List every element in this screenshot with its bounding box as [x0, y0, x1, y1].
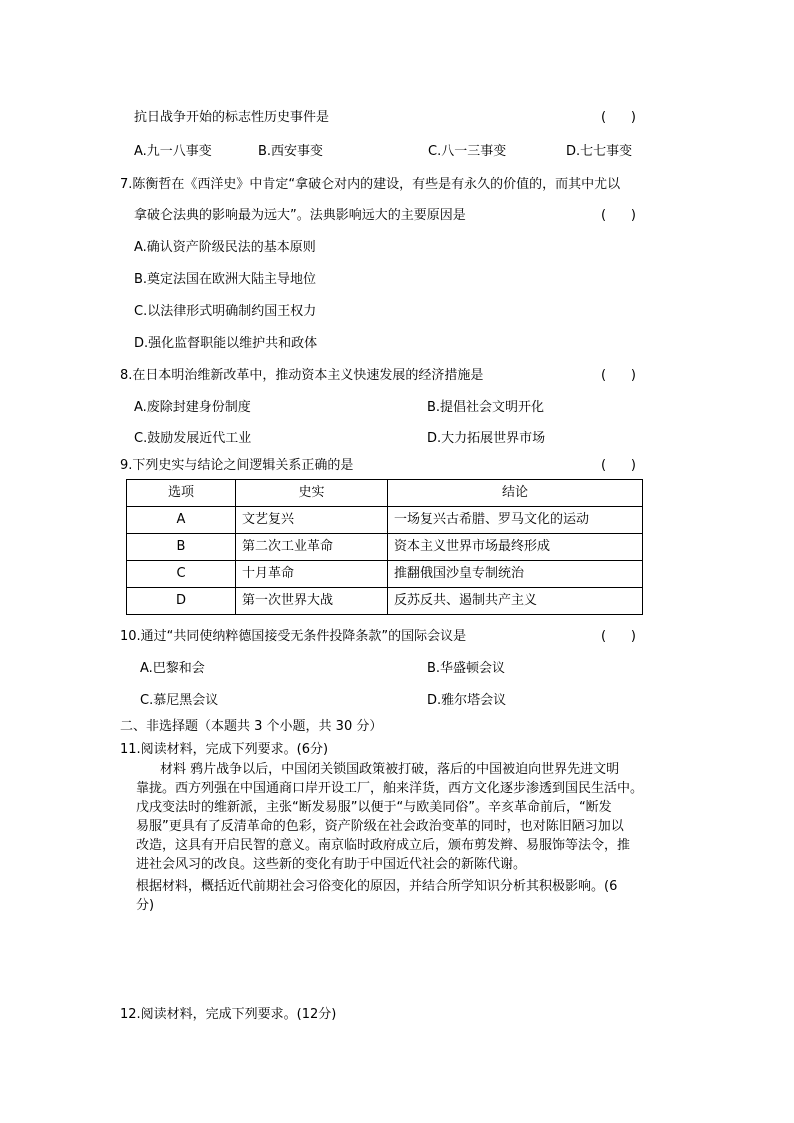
- q8-answer-paren: ( ): [601, 368, 636, 383]
- q11-material-line: 改造，这具有开启民智的意义。南京临时政府成立后，颁布剪发辫、易服饰等法令，推: [136, 838, 631, 853]
- q10-answer-paren: ( ): [601, 629, 636, 644]
- q9-stem: 9.下列史实与结论之间逻辑关系正确的是: [120, 458, 354, 473]
- table-row: [127, 588, 643, 615]
- q11-question-line: 分): [136, 898, 155, 913]
- q6-stem: 抗日战争开始的标志性历史事件是: [134, 110, 330, 125]
- q6-option-d: D.七七事变: [566, 144, 633, 159]
- q6-option-b: B.西安事变: [258, 144, 324, 159]
- section2-title: 二、非选择题（本题共 3 个小题，共 30 分）: [120, 719, 383, 734]
- q8-option-c: C.鼓励发展近代工业: [134, 431, 252, 446]
- cell-conclusion: 一场复兴古希腊、罗马文化的运动: [388, 507, 643, 534]
- table-row: [127, 507, 643, 534]
- header-fact: 史实: [236, 480, 388, 507]
- q8-option-a: A.废除封建身份制度: [134, 400, 251, 415]
- q11-material-line: 材料 鸦片战争以后，中国闭关锁国政策被打破，落后的中国被迫向世界先进文明: [160, 762, 620, 777]
- q9-facts-table: [126, 479, 643, 615]
- q11-material-line: 易服”更具有了反清革命的色彩，资产阶级在社会政治变革的同时，也对陈旧陋习加以: [136, 819, 624, 834]
- q8-option-b: B.提倡社会文明开化: [427, 400, 545, 415]
- q12-stem: 12.阅读材料，完成下列要求。(12分): [120, 1007, 337, 1022]
- cell-option: B: [127, 534, 236, 561]
- q7-answer-paren: ( ): [601, 208, 636, 223]
- q11-stem: 11.阅读材料，完成下列要求。(6分): [120, 742, 329, 757]
- cell-option: A: [127, 507, 236, 534]
- q7-option-b: B.奠定法国在欧洲大陆主导地位: [134, 272, 317, 287]
- cell-conclusion: 反苏反共、遏制共产主义: [388, 588, 643, 615]
- q7-option-a: A.确认资产阶级民法的基本原则: [134, 240, 316, 255]
- q10-option-c: C.慕尼黑会议: [140, 693, 219, 708]
- q7-option-c: C.以法律形式明确制约国王权力: [134, 304, 317, 319]
- cell-option: C: [127, 561, 236, 588]
- q11-material-line: 靠拢。西方列强在中国通商口岸开设工厂，舶来洋货，西方文化逐步渗透到国民生活中。: [136, 781, 644, 796]
- cell-conclusion: 资本主义世界市场最终形成: [388, 534, 643, 561]
- q7-option-d: D.强化监督职能以维护共和政体: [134, 336, 318, 351]
- q11-material-line: 进社会风习的改良。这些新的变化有助于中国近代社会的新陈代谢。: [136, 857, 527, 872]
- q7-stem-line2: 拿破仑法典的影响最为远大”。法典影响远大的主要原因是: [134, 208, 466, 223]
- cell-fact: 十月革命: [236, 561, 388, 588]
- cell-fact: 第二次工业革命: [236, 534, 388, 561]
- q9-answer-paren: ( ): [601, 458, 636, 473]
- q11-question-line: 根据材料，概括近代前期社会习俗变化的原因，并结合所学知识分析其积极影响。(6: [136, 879, 618, 894]
- q10-option-d: D.雅尔塔会议: [427, 693, 507, 708]
- q10-option-a: A.巴黎和会: [140, 661, 205, 676]
- table-header-row: [127, 480, 643, 507]
- q6-option-a: A.九一八事变: [134, 144, 212, 159]
- q6-answer-paren: ( ): [601, 110, 636, 125]
- q8-stem: 8.在日本明治维新改革中，推动资本主义快速发展的经济措施是: [120, 368, 484, 383]
- q11-material-line: 戊戌变法时的维新派，主张“断发易服”以便于“与欧美同俗”。辛亥革命前后，“断发: [136, 800, 612, 815]
- cell-fact: 文艺复兴: [236, 507, 388, 534]
- cell-conclusion: 推翻俄国沙皇专制统治: [388, 561, 643, 588]
- q8-option-d: D.大力拓展世界市场: [427, 431, 546, 446]
- q6-option-c: C.八一三事变: [428, 144, 507, 159]
- q10-option-b: B.华盛顿会议: [427, 661, 506, 676]
- q10-stem: 10.通过“共同使纳粹德国接受无条件投降条款”的国际会议是: [120, 629, 467, 644]
- cell-option: D: [127, 588, 236, 615]
- header-conclusion: 结论: [388, 480, 643, 507]
- table-row: [127, 561, 643, 588]
- q7-stem-line1: 7.陈衡哲在《西洋史》中肯定“拿破仑对内的建设，有些是有永久的价值的，而其中尤以: [120, 177, 621, 192]
- cell-fact: 第一次世界大战: [236, 588, 388, 615]
- table-row: [127, 534, 643, 561]
- header-option: 选项: [127, 480, 236, 507]
